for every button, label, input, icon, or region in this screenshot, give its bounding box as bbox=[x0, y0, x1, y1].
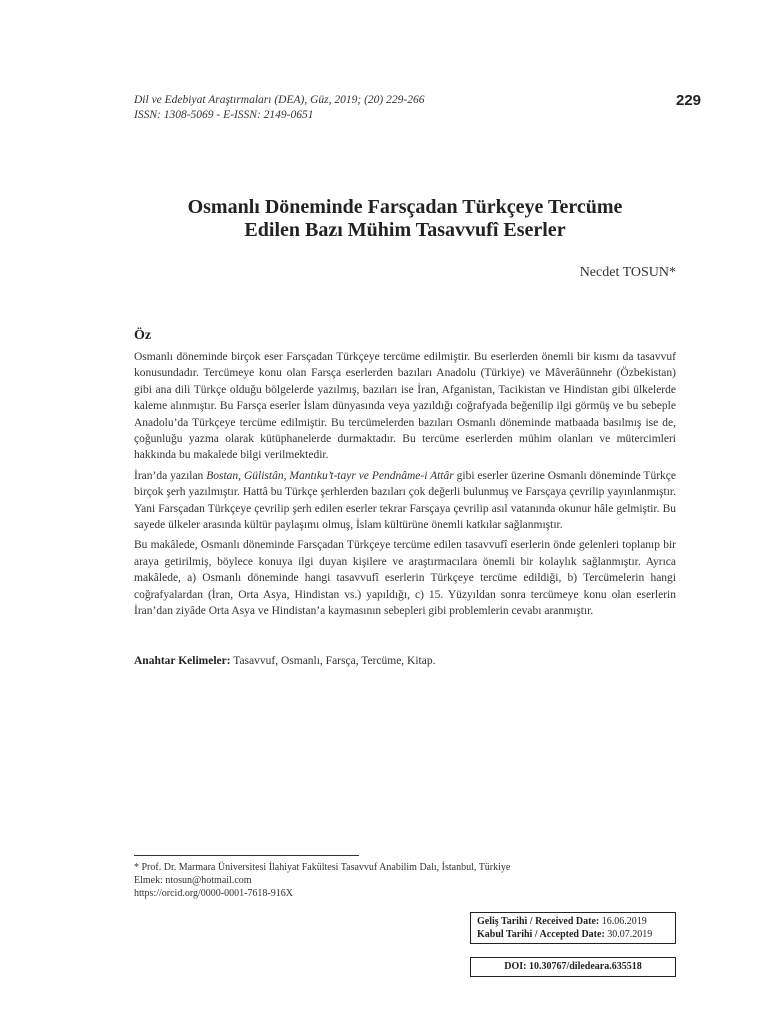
p2-rest: gibi eserler üzerine Osmanlı döneminde Türkçe birçok şerh yazılmıştır. Hattâ bu Türkçe şerhlerden bazıları çok değerli bulunmuş ve Farsçaya çevrilip yayınlanmıştır. Yani Farsçadan Türkçeye çevrilip şerh edilen eserler tekrar Farsçaya çevrilip asıl vatanında okunur hâle gelmiştir. Bu sayede ülkeler arasında kültür paylaşımı olmuş, İslam kültürüne önemli katkılar sağlanmıştır. bbox=[134, 469, 676, 532]
p2-works-italic: Bostan, Gülistân, Mantıku’t-tayr ve Pendnâme-i Attâr bbox=[206, 469, 454, 482]
accepted-date bbox=[477, 928, 669, 941]
article-title bbox=[134, 196, 676, 242]
p2-intro: İran’da yazılan bbox=[134, 469, 207, 482]
keywords-value: Tasavvuf, Osmanlı, Farsça, Tercüme, Kitap. bbox=[230, 655, 436, 667]
dates-box bbox=[470, 912, 676, 944]
received-date bbox=[477, 915, 669, 928]
abstract-paragraph-3: Bu makâlede, Osmanlı döneminde Farsçadan Türkçeye tercüme edilen tasavvufî eserlerin önde gelenleri toplanıp bir araya getirilmiş, böylece konuya ilgi duyan kişilere ve araştırmacılara önemli bir kolaylık sağlanmıştır. Ayrıca makâlede, a) Osmanlı döneminde hangi tasavvufî eserlerin Türkçeye tercüme edildiği, b) Tercümelerin hangi coğrafyalardan (İran, Orta Asya, Hindistan vs.) yapıldığı, c) 15. Yüzyıldan sonra tercümeye konu olan eserlerin İran’dan ziyâde Orta Asya ve Hindistan’a kaymasının sebepleri gibi problemlerin cevabı aranmıştır. bbox=[134, 539, 676, 618]
journal-info bbox=[134, 93, 424, 123]
abstract-paragraph-2 bbox=[134, 468, 676, 534]
abstract-body bbox=[134, 349, 676, 624]
author-name: Necdet TOSUN* bbox=[579, 265, 676, 280]
page-number: 229 bbox=[676, 92, 702, 109]
author-footnote bbox=[134, 861, 634, 900]
accepted-label: Kabul Tarihi / Accepted Date: bbox=[477, 929, 605, 940]
footnote-divider bbox=[134, 855, 359, 856]
title-line-1: Osmanlı Döneminde Farsçadan Türkçeye Tercüme bbox=[187, 196, 623, 218]
abstract-heading: Öz bbox=[134, 328, 152, 343]
keywords-label: Anahtar Kelimeler: bbox=[134, 655, 231, 667]
received-label: Geliş Tarihi / Received Date: bbox=[477, 916, 600, 927]
keywords bbox=[134, 655, 676, 667]
footnote-email: Elmek: ntosun@hotmail.com bbox=[134, 875, 252, 886]
abstract-paragraph-1: Osmanlı döneminde birçok eser Farsçadan Türkçeye tercüme edilmiştir. Bu eserlerden önemli bir kısmı da tasavvuf konusundadır. Tercümeye konu olan Farsça eserlerden bazıları Anadolu (Türkiye) ve Mâverâünnehr (Özbekistan) gibi ana dili Türkçe olduğu bölgelerde yazılmış, bazıları ise İran, Afganistan, Tacikistan ve Hindistan gibi ülkelerde kaleme alınmıştır. Bu Farsça eserler İslam dünyasında veya yazıldığı coğrafyada beğenilip ilgi görmüş ve bu sebeple Anadolu’da Türkçeye tercüme edilmiştir. Bu tercümelerden bazıları Osmanlı döneminde matbaada basılmış ise de, çoğunluğu yazma olarak kütüphanelerde durmaktadır. Bu tercüme eserlerden mühim olanları ve mütercimleri hakkında bu makalede bilgi verilmektedir. bbox=[134, 351, 676, 462]
accepted-value: 30.07.2019 bbox=[604, 929, 653, 940]
footnote-affiliation: * Prof. Dr. Marmara Üniversitesi İlahiyat Fakültesi Tasavvuf Anabilim Dalı, İstanbul, Türkiye bbox=[134, 862, 511, 873]
journal-citation: Dil ve Edebiyat Araştırmaları (DEA), Güz, 2019; (20) 229-266 bbox=[134, 94, 425, 106]
journal-issn: ISSN: 1308-5069 - E-ISSN: 2149-0651 bbox=[134, 109, 314, 121]
title-line-2: Edilen Bazı Mühim Tasavvufî Eserler bbox=[244, 219, 566, 241]
received-value: 16.06.2019 bbox=[599, 916, 647, 927]
doi-box: DOI: 10.30767/diledeara.635518 bbox=[470, 957, 676, 977]
footnote-orcid: https://orcid.org/0000-0001-7618-916X bbox=[134, 888, 293, 899]
